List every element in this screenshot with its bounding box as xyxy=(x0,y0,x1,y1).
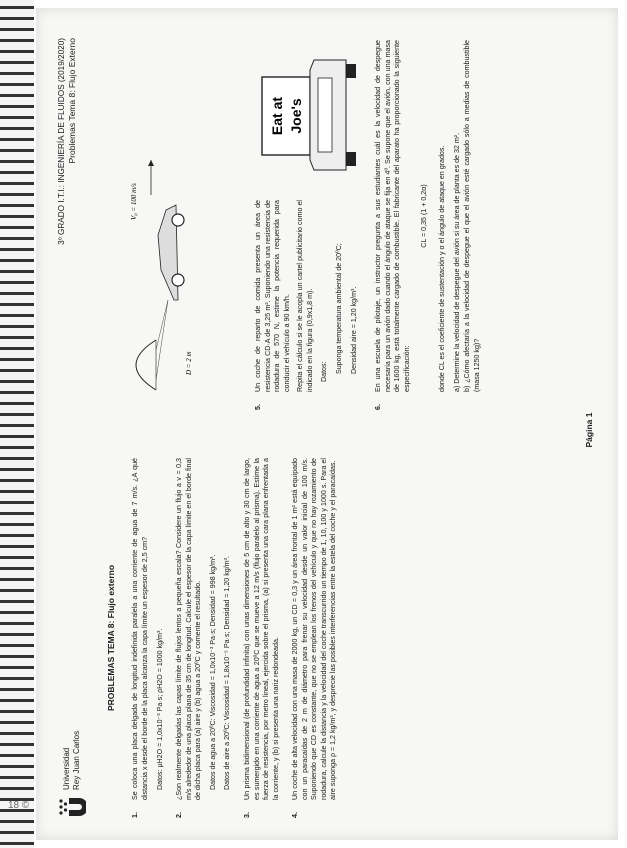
course-title: 3º GRADO I.T.I.: INGENIERÍA DE FLUIDOS (2019/2020) xyxy=(57,38,66,245)
page-title: PROBLEMAS TEMA 8: Flujo externo xyxy=(106,564,116,712)
figure-label-d: D = 2 m xyxy=(185,351,193,375)
parachute-car-drawing xyxy=(96,40,206,410)
problem-number: 6. xyxy=(374,404,382,410)
lift-formula: CL = 0,35 (1 + 0,2α) xyxy=(420,184,429,248)
university-name xyxy=(62,731,82,790)
university-line1: Universidad xyxy=(62,747,71,790)
university-line2: Rey Juan Carlos xyxy=(72,730,81,790)
problem-number: 3. xyxy=(242,812,251,818)
problem-number: 4. xyxy=(291,812,300,818)
sign-text-1: Eat at xyxy=(269,96,285,136)
sheet-title: Problemas Tema 8: Flujo Externo xyxy=(67,38,78,164)
problem-text: En una escuela de pilotaje, un instructor pregunta a sus estudiantes cuál es la velocidad de despegue necesaria para un avión dado cuando el ángulo de ataque se fija en 4º. Se supone que el avión, con una masa de 1600 kg, está totalmente cargado de combustible. El fabricante del aparato ha proporcionado la siguiente especificación: xyxy=(374,40,411,392)
problem-3 xyxy=(243,458,281,818)
urjc-logo-icon xyxy=(58,796,86,818)
delivery-van-figure xyxy=(254,40,364,190)
problem-data-2: Datos de aire a 20ºC: Viscosidad = 1,8x10⁻⁵ Pa·s; Densidad = 1,20 kg/m³. xyxy=(223,556,232,790)
problem-data: Datos: μH2O = 1,0x10⁻³ Pa·s; ρH2O = 1000 kg/m³. xyxy=(155,628,164,790)
page-mark: 18 © xyxy=(8,800,30,811)
problem-data-density: Densidad aire = 1,20 kg/m³. xyxy=(349,286,358,374)
right-column xyxy=(96,40,492,410)
problem-number: 5. xyxy=(254,404,262,410)
page-footer: Página 1 xyxy=(584,412,594,448)
problem-number: 2. xyxy=(175,812,184,818)
rotated-page xyxy=(36,20,606,840)
problem-2 xyxy=(175,458,233,818)
problem-1 xyxy=(131,458,165,818)
problem-text: Un coche de reparto de comida presenta un área de resistencia CD·A de 3,25 m². Suponiendo una resistencia de rodadura de 570 N, estime la potencia requerida para conducir el vehículo a 90 km/h. xyxy=(254,200,291,392)
paper-sheet xyxy=(36,8,618,840)
problem-5 xyxy=(254,40,364,410)
problem-4 xyxy=(291,458,339,818)
problem-text-2: Repita el cálculo si se le acopla un cartel publicitario como el indicado en la figura (0,9x1,8 m). xyxy=(296,200,314,392)
course-info xyxy=(56,38,79,245)
problem-text-2: donde CL es el coeficiente de sustentación y α el ángulo de ataque en grados. xyxy=(437,145,446,392)
problem-number: 1. xyxy=(131,812,140,818)
problem-data: Datos de agua a 20ºC: Viscosidad = 1,0x10⁻³ Pa·s; Densidad = 998 kg/m³. xyxy=(208,554,217,790)
problem-data-temp: Suponga temperatura ambiental de 20ºC; xyxy=(334,243,343,374)
problem-part-a: a) Determine la velocidad de despegue del avión si su área de planta es de 32 m². xyxy=(453,132,462,392)
parachute-car-figure xyxy=(96,40,246,410)
figure-label-v: V₀ = 100 m/s xyxy=(130,183,138,220)
university-logo xyxy=(54,698,90,818)
left-column xyxy=(96,458,349,818)
problem-text: Un coche de alta velocidad con una masa de 2000 kg, un CD = 0,3 y un área frontal de 1 m² está equipado con un paracaídas de 2 m de diámetro para frenar su velocidad desde un valor inicial de 100 m/s. Suponiendo que CD es constante, que no se emplean los frenos del vehículo y que no hay rozamiento de rodadura, calcule la distancia y la velocidad del coche transcurrido un tiempo de 1, 10, 100 y 1000 s. Para el aire suponga ρ = 1,2 kg/m³, y desprecie las posibles interferencias entre la estela del coche y el paracaídas. xyxy=(291,458,338,800)
problem-data-label: Datos: xyxy=(320,361,329,382)
spiral-binding xyxy=(0,0,34,848)
problem-6 xyxy=(374,40,482,410)
page-header xyxy=(50,38,94,818)
sign-text-2: Joe's xyxy=(288,98,304,134)
problem-text: Se coloca una placa delgada de longitud indefinida paralela a una corriente de agua de 7 m/s. ¿A qué distancia x desde el borde de la placa alcanza la capa límite un espesor de 2,5 cm? xyxy=(131,458,150,800)
problem-part-b: b) ¿Cómo afectaría a la velocidad de despegue el que el avión esté cargado sólo a medias de combustible (masa 1250 kg)? xyxy=(462,40,481,392)
problem-text: ¿Son realmente delgadas las capas límite de flujos lentos a pequeña escala? Considere un flujo a v = 0,3 m/s alrededor de una placa plana de 35 cm de longitud. Calcule el espesor de la capa límite en el borde final de dicha placa para (a) aire y (b) agua a 20ºC y comente el resultado. xyxy=(175,458,203,800)
problem-text: Un prisma bidimensional (de profundidad infinita) con unas dimensiones de 5 cm de alto y 30 cm de largo, es sumergido en una corriente de agua a 20ºC que se mueve a 12 m/s (flujo paralelo al prisma). Estime la fuerza de resistencia, por metro lineal, ejercida sobre el prisma, (a) si presenta una cara plana enfrentada a la corriente, y (b) si presenta una nariz redondeada. xyxy=(242,458,280,800)
